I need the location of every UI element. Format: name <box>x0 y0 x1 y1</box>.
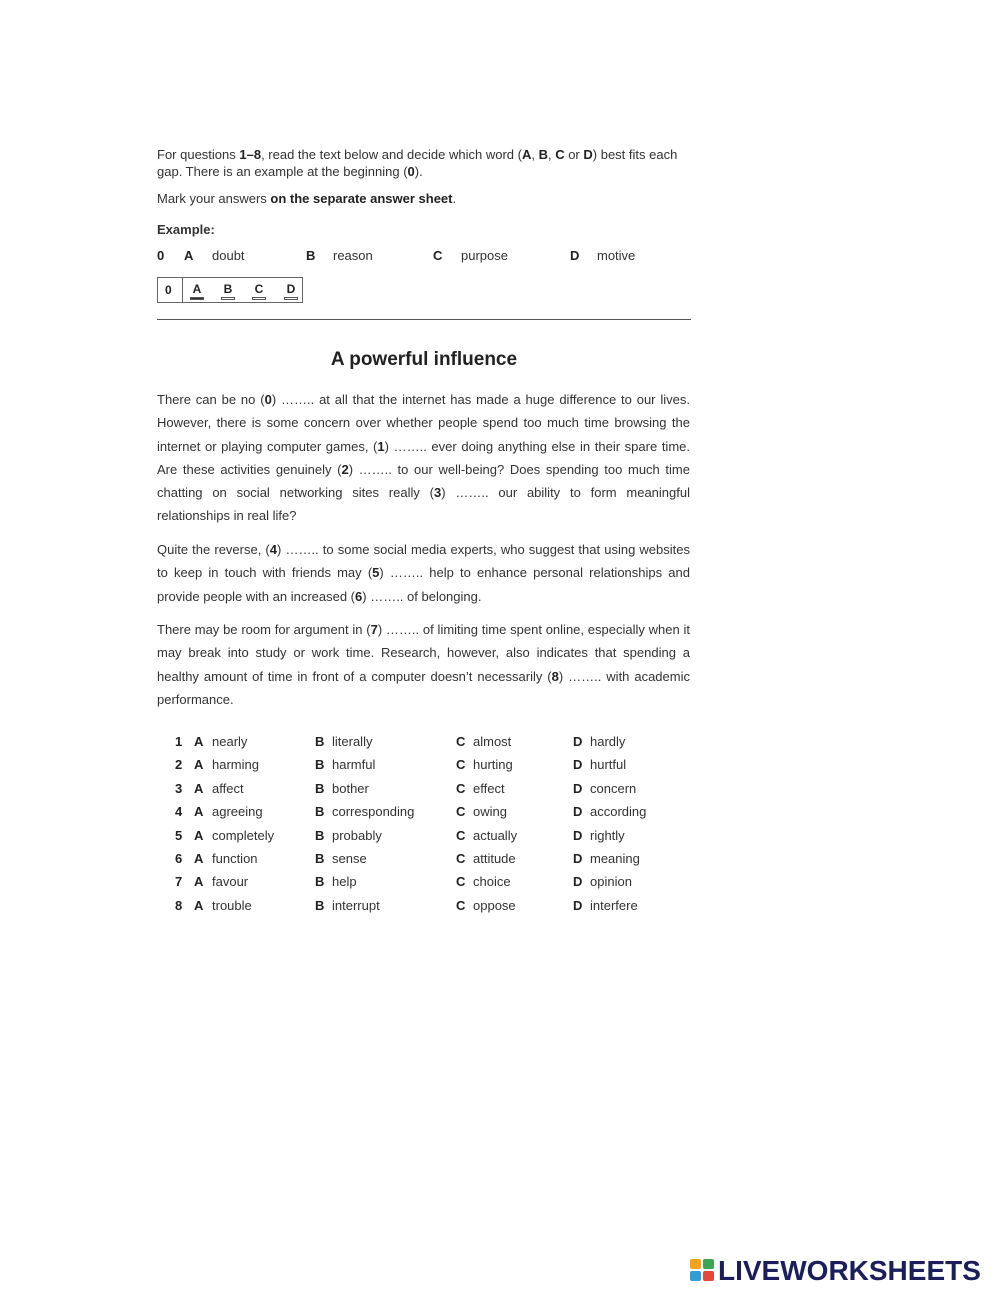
answer-box-mark <box>252 297 266 300</box>
gap-number: 4 <box>269 542 277 557</box>
option-word: help <box>332 874 357 890</box>
option-letter: B <box>315 734 325 749</box>
option-word: interrupt <box>332 897 380 913</box>
instr-text: , <box>547 147 556 162</box>
option-word: function <box>212 851 258 866</box>
gap-number: 2 <box>341 461 349 477</box>
question-number: 2 <box>175 757 183 773</box>
para-text: There may be room for argument in ( <box>157 622 371 637</box>
option-word: favour <box>212 874 249 890</box>
instr-text: , <box>531 147 539 162</box>
section-divider <box>157 319 691 320</box>
para-text: ) …….. our ability to form meaningful relationships in real life? <box>157 485 690 524</box>
option-word: corresponding <box>332 804 415 820</box>
option-word: hardly <box>590 734 626 749</box>
option-letter: B <box>315 780 325 796</box>
option-letter: C <box>456 897 466 913</box>
answer-box-mark-filled <box>190 297 204 300</box>
question-row <box>157 757 697 775</box>
para-text: There can be no ( <box>157 392 265 407</box>
instr-text: ). <box>414 164 423 179</box>
option-letter: A <box>194 757 204 773</box>
option-word: effect <box>473 780 505 796</box>
example-option-word: purpose <box>461 248 508 263</box>
option-letter: C <box>456 851 466 866</box>
instr-text: , read the text below and decide which word ( <box>261 147 522 162</box>
option-word: probably <box>332 827 382 843</box>
question-row <box>157 874 697 892</box>
example-option-word: motive <box>597 248 636 263</box>
option-letter: D <box>573 780 583 796</box>
mark-bold-text: on the separate answer sheet <box>270 191 453 206</box>
option-word: rightly <box>590 827 625 843</box>
option-word: trouble <box>212 897 252 913</box>
paragraph-3 <box>157 618 690 711</box>
example-option-word: reason <box>333 248 373 263</box>
question-number: 3 <box>175 780 183 796</box>
answer-box-divider <box>182 278 183 302</box>
option-word: hurtful <box>590 757 627 773</box>
option-letter: A <box>194 804 204 820</box>
option-letter: A <box>194 734 204 749</box>
question-number: 4 <box>175 804 183 820</box>
para-text: ) …….. to some social media experts, who suggest that using websites to keep in touch with friends may ( <box>157 542 690 581</box>
para-text: Quite the reverse, ( <box>157 542 270 557</box>
question-row <box>157 734 697 752</box>
question-number: 8 <box>175 897 183 913</box>
option-word: oppose <box>473 897 516 913</box>
paragraph-2 <box>157 538 690 608</box>
instructions-text <box>157 146 697 180</box>
question-row <box>157 804 697 822</box>
option-word: owing <box>473 804 507 820</box>
option-word: hurting <box>473 757 513 773</box>
mark-text: . <box>452 191 457 206</box>
option-letter: A <box>194 780 204 796</box>
option-letter: D <box>573 897 583 913</box>
para-text: ) …….. ever doing anything else in their spare time. Are these activities genuinely ( <box>157 438 690 477</box>
question-number: 7 <box>175 874 183 890</box>
option-word: almost <box>473 734 512 749</box>
instr-text: ) best fits each gap. There is an example at the beginning ( <box>157 147 678 179</box>
example-option-letter: A <box>184 248 194 263</box>
example-option-letter: B <box>306 248 316 263</box>
option-word: sense <box>332 851 367 866</box>
option-letter: D <box>573 757 583 773</box>
option-letter: A <box>194 897 204 913</box>
instr-letter: A <box>521 147 532 162</box>
gap-number: 6 <box>355 588 363 604</box>
example-label: Example: <box>157 222 215 237</box>
option-word: nearly <box>212 734 248 749</box>
option-letter: A <box>194 874 204 890</box>
question-row <box>157 828 697 846</box>
option-letter: B <box>315 804 325 820</box>
option-letter: C <box>456 804 466 820</box>
answer-box-mark <box>284 297 298 300</box>
answer-box-letter: C <box>254 282 264 296</box>
instr-letter: B <box>538 147 548 162</box>
option-word: harming <box>212 757 259 773</box>
option-letter: D <box>573 804 583 820</box>
instr-text: For questions <box>157 147 240 162</box>
mark-answers-text <box>157 190 456 207</box>
para-text: ) …….. help to enhance personal relationships and provide people with an increased ( <box>157 565 690 604</box>
option-letter: B <box>315 874 325 890</box>
option-letter: D <box>573 734 583 749</box>
mark-text: Mark your answers <box>157 191 271 206</box>
option-letter: B <box>315 827 325 843</box>
option-word: completely <box>212 827 275 843</box>
question-number: 1 <box>175 734 183 749</box>
instr-text: or <box>564 147 584 162</box>
option-word: harmful <box>332 757 376 773</box>
option-word: opinion <box>590 874 632 890</box>
paragraph-1 <box>157 388 690 528</box>
option-word: literally <box>332 734 373 749</box>
para-text: ) …….. at all that the internet has made a huge difference to our lives. However, there is some concern over whether people spend too much time browsing the internet or playing computer games, ( <box>157 392 690 454</box>
option-letter: C <box>456 757 466 773</box>
answer-box-letter: A <box>192 282 202 296</box>
option-letter: C <box>456 780 466 796</box>
instr-range: 1–8 <box>239 147 262 162</box>
answer-box-number: 0 <box>165 283 172 297</box>
question-row <box>157 898 697 916</box>
instr-zero: 0 <box>407 164 415 179</box>
example-option-letter: D <box>570 248 580 263</box>
option-letter: B <box>315 851 325 866</box>
option-letter: D <box>573 827 583 843</box>
instr-letter: D <box>583 147 593 162</box>
text-title: A powerful influence <box>330 349 518 370</box>
option-word: affect <box>212 780 244 796</box>
answer-box-letter: B <box>223 282 233 296</box>
answer-box-mark <box>221 297 235 300</box>
option-letter: C <box>456 827 466 843</box>
option-letter: A <box>194 827 204 843</box>
option-word: agreeing <box>212 804 263 820</box>
gap-number: 8 <box>551 668 559 684</box>
option-letter: B <box>315 757 325 773</box>
logo-mark-icon <box>690 1259 716 1283</box>
option-letter: A <box>194 851 204 866</box>
example-option-letter: C <box>433 248 443 263</box>
para-text: ) …….. to our well-being? Does spending too much time chatting on social networking sites really ( <box>157 461 690 501</box>
answer-box-letter: D <box>286 282 296 296</box>
question-number: 6 <box>175 851 183 866</box>
option-letter: C <box>456 874 466 890</box>
option-word: interfere <box>590 897 638 913</box>
example-row <box>157 248 697 266</box>
gap-number: 0 <box>264 392 272 407</box>
option-word: actually <box>473 827 518 843</box>
option-word: meaning <box>590 851 640 866</box>
gap-number: 3 <box>433 485 442 501</box>
question-row <box>157 781 697 799</box>
option-word: bother <box>332 780 369 796</box>
option-word: attitude <box>473 851 516 866</box>
example-answer-box <box>157 277 303 303</box>
option-word: concern <box>590 780 637 796</box>
gap-number: 1 <box>377 438 385 454</box>
para-text: ) …….. of limiting time spent online, especially when it may break into study or work time. Research, however, also indicates that spending a healthy amount of time in front of a computer doesn’t necessarily ( <box>157 622 691 684</box>
option-letter: B <box>315 897 325 913</box>
gap-number: 7 <box>370 622 378 637</box>
example-option-word: doubt <box>212 248 245 263</box>
option-word: according <box>590 804 647 820</box>
option-letter: D <box>573 874 583 890</box>
para-text: ) …….. of belonging. <box>362 588 482 604</box>
option-letter: C <box>456 734 466 749</box>
option-word: choice <box>473 874 511 890</box>
option-letter: D <box>573 851 583 866</box>
para-text: ) …….. with academic performance. <box>157 668 690 707</box>
instr-letter: C <box>555 147 565 162</box>
question-row <box>157 851 697 869</box>
example-number: 0 <box>157 248 165 263</box>
gap-number: 5 <box>372 565 380 581</box>
logo-text: LIVEWORKSHEETS <box>718 1255 981 1286</box>
question-number: 5 <box>175 827 183 843</box>
